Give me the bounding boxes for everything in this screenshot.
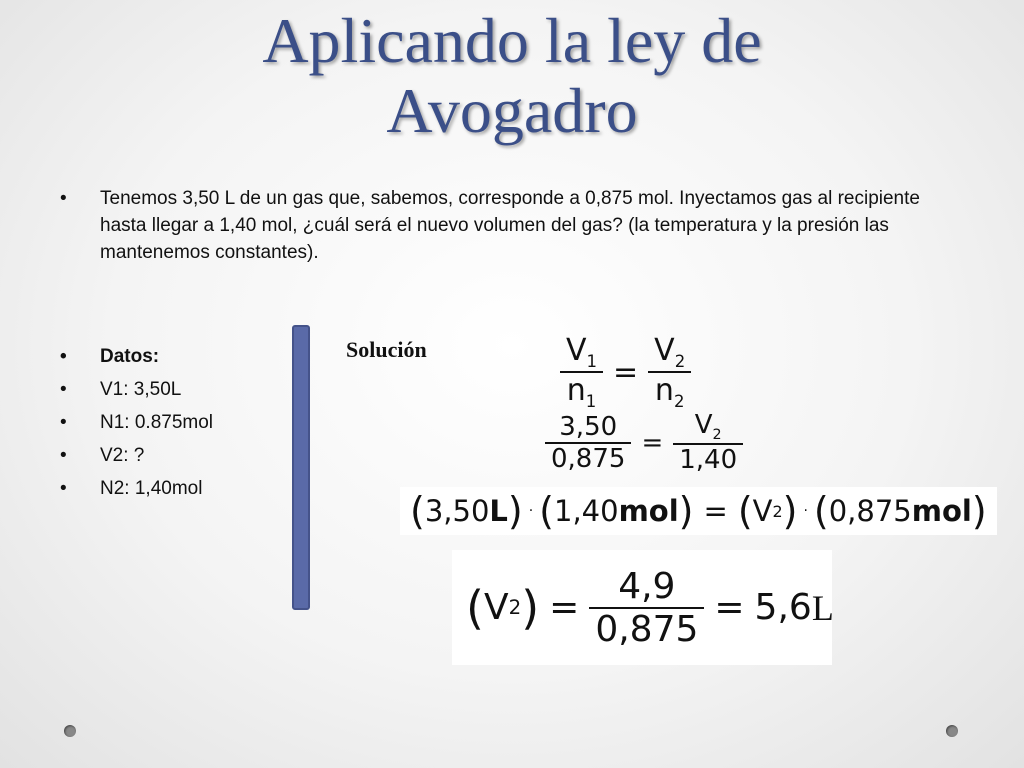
datos-item-label: V1: 3,50L: [100, 379, 182, 400]
paren-close: ): [678, 489, 694, 533]
eq4-denominator: 0,875: [595, 608, 699, 650]
eq1-den-right: n: [654, 373, 674, 408]
eq1-den-left: n: [566, 373, 586, 408]
multiply-dot: ·: [803, 503, 808, 519]
equals-sign: =: [703, 494, 728, 528]
vertical-divider-bar: [292, 325, 310, 610]
eq3-term2: 1,40: [554, 494, 619, 528]
intro-list: [60, 185, 970, 266]
datos-item-n2: [60, 472, 300, 505]
eq1-num-left: V: [566, 333, 587, 368]
paren-close: ): [521, 580, 540, 635]
eq2-num-right: V: [694, 410, 713, 440]
datos-item-n1: [60, 406, 300, 439]
eq1-den-right-sub: 2: [673, 392, 685, 411]
eq1-num-right: V: [654, 333, 675, 368]
slide-nav-dot-left-icon: [64, 725, 76, 737]
eq4-lhs-sub: 2: [508, 596, 522, 619]
title-line-2: Avogadro: [386, 75, 638, 146]
datos-item-label: Datos:: [100, 346, 160, 367]
fraction-left: [560, 333, 603, 411]
bullet-icon: •: [60, 445, 67, 466]
bullet-icon: •: [60, 379, 67, 400]
eq3-term1-unit: L: [489, 494, 508, 528]
datos-item-v2: [60, 439, 300, 472]
title-line-1: Aplicando la ley de: [262, 5, 762, 76]
bullet-icon: •: [60, 346, 67, 367]
eq2-den-left: 0,875: [551, 443, 626, 474]
equation-cross-multiplied: [400, 487, 997, 535]
eq4-numerator: 4,9: [618, 565, 676, 607]
paren-close: ): [507, 489, 523, 533]
eq1-den-left-sub: 1: [585, 392, 597, 411]
fraction-right: [648, 333, 691, 411]
eq2-num-right-sub: 2: [712, 427, 722, 444]
paren-close: ): [782, 489, 798, 533]
bullet-icon: •: [60, 478, 67, 499]
datos-list: [60, 340, 300, 505]
eq3-term4-unit: mol: [911, 494, 972, 528]
equals-sign: =: [613, 354, 639, 390]
solution-label: Solución: [346, 337, 427, 362]
eq4-result-unit: L: [811, 587, 834, 628]
eq2-num-left: 3,50: [559, 411, 618, 442]
eq4-result-value: 5,6: [754, 587, 812, 628]
bullet-icon: •: [60, 188, 67, 209]
paren-open: (: [539, 489, 554, 533]
equation-result: [452, 550, 832, 665]
paren-open: (: [737, 489, 753, 533]
datos-item-label: N2: 1,40mol: [100, 478, 203, 499]
paren-open: (: [813, 489, 829, 533]
eq4-lhs: V: [483, 587, 509, 628]
equation-substituted: [545, 410, 743, 475]
paren-open: (: [410, 489, 425, 533]
multiply-dot: ·: [528, 503, 534, 519]
eq3-term3: V: [752, 494, 773, 528]
slide-title: [0, 6, 1024, 146]
equals-sign: =: [549, 587, 580, 628]
slide-nav-dot-right-icon: [946, 725, 958, 737]
datos-item-v1: [60, 373, 300, 406]
datos-item-label: V2: ?: [100, 445, 145, 466]
eq3-term3-sub: 2: [772, 501, 783, 521]
datos-item-label: N1: 0.875mol: [100, 412, 214, 433]
fraction-left: [545, 412, 631, 474]
paren-open: (: [466, 580, 484, 635]
equation-avogadro-law: [560, 333, 691, 411]
eq3-term1: 3,50: [424, 494, 490, 528]
datos-heading: [60, 340, 300, 373]
eq3-term4: 0,875: [828, 494, 912, 528]
result-fraction: [589, 566, 704, 650]
fraction-right: [673, 410, 743, 475]
paren-close: ): [971, 489, 987, 533]
eq3-term2-unit: mol: [618, 494, 679, 528]
bullet-icon: •: [60, 412, 67, 433]
eq1-num-right-sub: 2: [674, 352, 686, 371]
eq1-num-left-sub: 1: [586, 352, 598, 371]
equals-sign: =: [641, 427, 664, 458]
equals-sign: =: [714, 587, 745, 628]
intro-text: Tenemos 3,50 L de un gas que, sabemos, corresponde a 0,875 mol. Inyectamos gas al recipiente hasta llegar a 1,40 mol, ¿cuál será el nuevo volumen del gas? (la temperatura y la presión las mantenemos constantes).: [100, 188, 920, 263]
intro-bullet: [60, 185, 970, 266]
eq2-den-right: 1,40: [679, 445, 738, 476]
